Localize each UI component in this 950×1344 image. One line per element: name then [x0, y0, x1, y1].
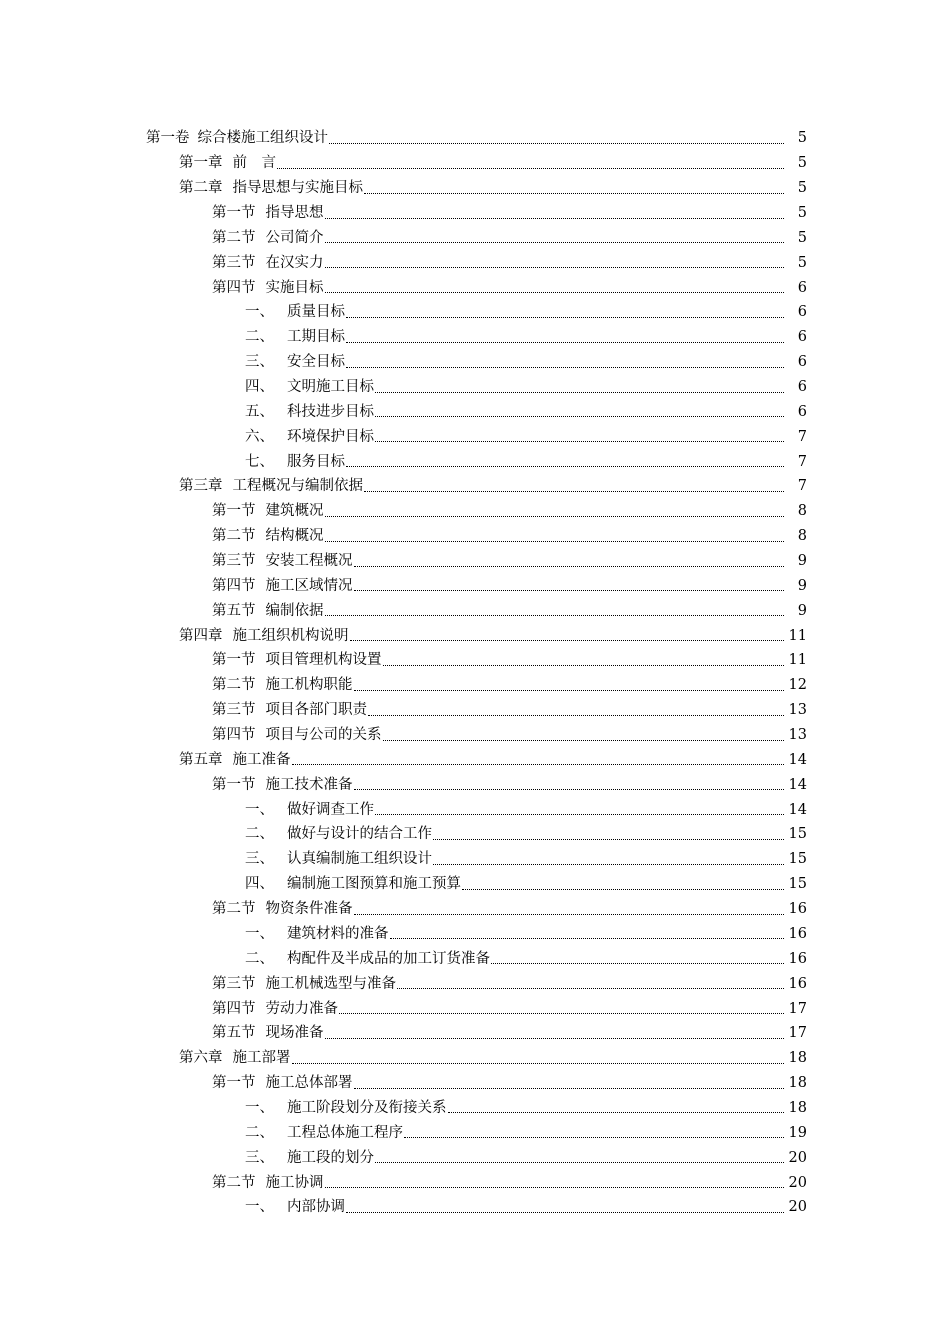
toc-dot-leader — [390, 938, 785, 939]
toc-entry-title: 认真编制施工组织设计 — [287, 851, 432, 868]
toc-entry[interactable] — [0, 499, 950, 524]
toc-entry-number: 二、 — [245, 950, 274, 967]
toc-page-number: 19 — [788, 1124, 807, 1141]
toc-entry-number: 一、 — [245, 925, 274, 942]
toc-entry-number: 一、 — [245, 1099, 274, 1116]
toc-dot-leader — [325, 242, 785, 243]
toc-page-number: 6 — [797, 279, 807, 296]
toc-entry[interactable] — [0, 1096, 950, 1121]
toc-dot-leader — [346, 342, 784, 343]
toc-dot-leader — [277, 168, 784, 169]
toc-entry-title: 项目各部门职责 — [265, 702, 367, 719]
toc-entry-number: 第四章 — [179, 627, 223, 644]
toc-entry-title: 现场准备 — [265, 1025, 324, 1042]
toc-page-number: 5 — [797, 205, 807, 221]
toc-entry-number: 三、 — [245, 851, 274, 868]
toc-entry[interactable] — [0, 971, 950, 996]
toc-dot-leader — [346, 367, 784, 368]
toc-entry[interactable] — [0, 1145, 950, 1170]
toc-dot-leader — [354, 914, 785, 915]
toc-dot-leader — [354, 590, 785, 591]
toc-entry[interactable] — [0, 772, 950, 797]
toc-page-number: 14 — [788, 776, 807, 793]
toc-page-number: 13 — [788, 727, 807, 744]
toc-page-number: 5 — [797, 130, 807, 147]
toc-entry[interactable] — [0, 250, 950, 275]
toc-page-number: 15 — [788, 876, 807, 893]
toc-page-number: 6 — [797, 304, 807, 321]
toc-page-number: 20 — [788, 1199, 807, 1216]
toc-entry-title: 编制施工图预算和施工预算 — [287, 876, 461, 893]
toc-entry-title: 工期目标 — [287, 329, 345, 346]
toc-page-number: 14 — [788, 751, 807, 768]
toc-dot-leader — [368, 715, 784, 716]
toc-entry-number: 第三节 — [212, 702, 256, 719]
toc-entry[interactable] — [0, 151, 950, 176]
toc-entry[interactable] — [0, 623, 950, 648]
toc-entry-title: 公司简介 — [265, 229, 324, 246]
toc-entry-number: 第五节 — [212, 1025, 256, 1042]
toc-entry-title: 施工准备 — [232, 751, 291, 768]
toc-page-number: 12 — [788, 677, 807, 694]
toc-dot-leader — [433, 864, 784, 865]
toc-page-number: 7 — [797, 428, 807, 445]
toc-dot-leader — [325, 615, 785, 616]
toc-entry-title: 做好调查工作 — [287, 801, 374, 818]
toc-dot-leader — [350, 640, 785, 641]
toc-dot-leader — [383, 740, 785, 741]
toc-entry-number: 第一卷 — [146, 130, 190, 147]
toc-entry-title: 文明施工目标 — [287, 379, 374, 396]
toc-dot-leader — [375, 441, 784, 442]
toc-page-number: 16 — [788, 901, 807, 918]
toc-dot-leader — [383, 665, 785, 666]
toc-page-number: 20 — [788, 1174, 807, 1191]
toc-entry[interactable] — [0, 897, 950, 922]
toc-entry[interactable] — [0, 872, 950, 897]
toc-entry-number: 第一节 — [212, 776, 256, 793]
toc-entry-title: 项目与公司的关系 — [265, 727, 382, 744]
toc-entry-number: 一、 — [245, 1199, 274, 1216]
toc-entry[interactable] — [0, 797, 950, 822]
toc-entry-number: 第五章 — [179, 751, 223, 768]
toc-entry-title: 项目管理机构设置 — [265, 652, 382, 669]
toc-entry-title: 施工组织机构说明 — [232, 627, 349, 644]
toc-page-number: 6 — [797, 403, 807, 420]
toc-entry-number: 第五节 — [212, 602, 256, 619]
toc-entry-number: 五、 — [245, 403, 274, 420]
toc-entry[interactable] — [0, 1071, 950, 1096]
toc-entry-number: 二、 — [245, 1124, 274, 1141]
toc-entry[interactable] — [0, 176, 950, 201]
toc-page-number: 17 — [788, 1000, 807, 1017]
toc-entry-title: 施工总体部署 — [265, 1075, 353, 1092]
toc-entry-title: 施工部署 — [232, 1050, 291, 1067]
toc-entry-title: 指导思想与实施目标 — [232, 180, 363, 197]
toc-page-number: 17 — [788, 1025, 807, 1042]
toc-entry-title: 建筑概况 — [265, 503, 324, 520]
toc-entry[interactable] — [0, 275, 950, 300]
toc-entry-number: 第四节 — [212, 577, 256, 594]
toc-entry[interactable] — [0, 375, 950, 400]
toc-page-number: 9 — [797, 553, 807, 570]
toc-entry[interactable] — [0, 1170, 950, 1195]
toc-entry-title: 施工技术准备 — [265, 776, 353, 793]
toc-page-number: 15 — [788, 826, 807, 843]
toc-dot-leader — [375, 814, 784, 815]
toc-page-number: 16 — [788, 950, 807, 967]
toc-entry[interactable] — [0, 822, 950, 847]
toc-entry-number: 三、 — [245, 354, 274, 371]
toc-entry[interactable] — [0, 201, 950, 226]
toc-entry[interactable] — [0, 1120, 950, 1145]
toc-dot-leader — [354, 690, 785, 691]
toc-page-number: 8 — [797, 528, 807, 545]
toc-entry-title: 物资条件准备 — [265, 901, 353, 918]
toc-entry-title: 工程概况与编制依据 — [232, 478, 363, 495]
toc-entry-title: 环境保护目标 — [287, 428, 374, 445]
toc-entry-number: 第一章 — [179, 155, 223, 172]
toc-page-number: 5 — [797, 254, 807, 271]
toc-dot-leader — [325, 267, 785, 268]
toc-page-number: 13 — [788, 702, 807, 719]
toc-entry[interactable] — [0, 350, 950, 375]
toc-entry-title: 综合楼施工组织设计 — [197, 130, 328, 147]
toc-entry-number: 第二节 — [212, 1174, 256, 1191]
toc-entry-number: 第三章 — [179, 478, 223, 495]
toc-dot-leader — [354, 1088, 785, 1089]
toc-dot-leader — [404, 1137, 784, 1138]
toc-entry-title: 在汉实力 — [265, 254, 324, 271]
toc-entry-title: 安装工程概况 — [265, 553, 353, 570]
toc-entry-title: 安全目标 — [287, 354, 345, 371]
toc-entry-title: 施工阶段划分及衔接关系 — [287, 1099, 447, 1116]
toc-page-number: 7 — [797, 453, 807, 470]
toc-entry-number: 二、 — [245, 329, 274, 346]
toc-entry-title: 施工机构职能 — [265, 677, 353, 694]
toc-dot-leader — [346, 1212, 784, 1213]
toc-dot-leader — [346, 466, 784, 467]
toc-page-number: 14 — [788, 801, 807, 818]
toc-entry-number: 七、 — [245, 453, 274, 470]
toc-entry-number: 第二节 — [212, 528, 256, 545]
toc-entry-title: 前 言 — [232, 155, 276, 172]
toc-entry-number: 第一节 — [212, 205, 256, 221]
toc-entry-number: 第四节 — [212, 279, 256, 296]
toc-dot-leader — [325, 516, 785, 517]
toc-entry-title: 编制依据 — [265, 602, 324, 619]
toc-dot-leader — [375, 1162, 784, 1163]
toc-entry-title: 科技进步目标 — [287, 403, 374, 420]
toc-entry-title: 施工机械选型与准备 — [265, 975, 396, 992]
toc-entry-title: 指导思想 — [265, 205, 324, 221]
toc-entry-number: 第三节 — [212, 553, 256, 570]
toc-entry[interactable] — [0, 698, 950, 723]
toc-entry-title: 施工区域情况 — [265, 577, 353, 594]
toc-page-number: 20 — [788, 1149, 807, 1166]
toc-entry-title: 质量目标 — [287, 304, 345, 321]
toc-page-number: 6 — [797, 329, 807, 346]
toc-entry[interactable] — [0, 648, 950, 673]
toc-dot-leader — [397, 988, 784, 989]
toc-entry-number: 第二节 — [212, 677, 256, 694]
toc-page-number: 18 — [788, 1075, 807, 1092]
toc-entry[interactable] — [0, 449, 950, 474]
toc-entry[interactable] — [0, 474, 950, 499]
toc-entry[interactable] — [0, 424, 950, 449]
toc-entry[interactable] — [0, 573, 950, 598]
toc-entry-title: 实施目标 — [265, 279, 324, 296]
toc-entry-number: 一、 — [245, 304, 274, 321]
toc-dot-leader — [375, 416, 784, 417]
toc-entry-number: 一、 — [245, 801, 274, 818]
toc-entry-title: 做好与设计的结合工作 — [287, 826, 432, 843]
toc-entry[interactable] — [0, 598, 950, 623]
toc-dot-leader — [354, 789, 785, 790]
toc-entry[interactable] — [0, 847, 950, 872]
toc-entry-title: 施工段的划分 — [287, 1149, 374, 1166]
toc-dot-leader — [292, 764, 785, 765]
toc-dot-leader — [375, 392, 784, 393]
toc-entry[interactable] — [0, 524, 950, 549]
toc-page-number: 6 — [797, 379, 807, 396]
toc-entry-number: 第一节 — [212, 1075, 256, 1092]
toc-dot-leader — [325, 292, 785, 293]
toc-dot-leader — [462, 889, 784, 890]
toc-entry-number: 三、 — [245, 1149, 274, 1166]
toc-dot-leader — [433, 839, 784, 840]
toc-page-number: 18 — [788, 1099, 807, 1116]
toc-dot-leader — [325, 541, 785, 542]
toc-page-number: 16 — [788, 975, 807, 992]
toc-entry-number: 第三节 — [212, 975, 256, 992]
toc-entry-number: 第二节 — [212, 229, 256, 246]
toc-dot-leader — [364, 193, 784, 194]
toc-entry[interactable] — [0, 126, 950, 151]
toc-entry-number: 四、 — [245, 876, 274, 893]
toc-page-number: 5 — [797, 229, 807, 246]
table-of-contents — [0, 126, 950, 1220]
toc-page-number: 7 — [797, 478, 807, 495]
toc-entry-title: 工程总体施工程序 — [287, 1124, 403, 1141]
toc-page-number: 5 — [797, 180, 807, 197]
toc-page-number: 18 — [788, 1050, 807, 1067]
toc-entry[interactable] — [0, 946, 950, 971]
toc-entry-number: 二、 — [245, 826, 274, 843]
toc-dot-leader — [292, 1063, 785, 1064]
toc-entry-number: 第二节 — [212, 901, 256, 918]
toc-entry[interactable] — [0, 399, 950, 424]
toc-page-number: 6 — [797, 354, 807, 371]
toc-dot-leader — [448, 1112, 785, 1113]
toc-entry-title: 施工协调 — [265, 1174, 324, 1191]
toc-entry-title: 服务目标 — [287, 453, 345, 470]
toc-entry[interactable] — [0, 747, 950, 772]
toc-page-number: 9 — [797, 577, 807, 594]
toc-entry-number: 第二章 — [179, 180, 223, 197]
toc-entry[interactable] — [0, 1195, 950, 1220]
toc-entry[interactable] — [0, 300, 950, 325]
toc-dot-leader — [364, 491, 784, 492]
toc-entry[interactable] — [0, 922, 950, 947]
toc-dot-leader — [325, 1038, 785, 1039]
toc-entry[interactable] — [0, 673, 950, 698]
toc-page-number: 5 — [797, 155, 807, 172]
toc-entry-number: 六、 — [245, 428, 274, 445]
toc-entry[interactable] — [0, 996, 950, 1021]
toc-dot-leader — [354, 566, 785, 567]
toc-entry-number: 四、 — [245, 379, 274, 396]
toc-page-number: 8 — [797, 503, 807, 520]
toc-entry-title: 劳动力准备 — [265, 1000, 338, 1017]
toc-dot-leader — [329, 143, 784, 144]
toc-entry-number: 第一节 — [212, 503, 256, 520]
toc-entry-title: 建筑材料的准备 — [287, 925, 389, 942]
toc-entry-number: 第六章 — [179, 1050, 223, 1067]
toc-entry[interactable] — [0, 325, 950, 350]
toc-entry[interactable] — [0, 549, 950, 574]
toc-page-number: 15 — [788, 851, 807, 868]
toc-entry-title: 内部协调 — [287, 1199, 345, 1216]
toc-page-number: 9 — [797, 602, 807, 619]
toc-entry-title: 结构概况 — [265, 528, 324, 545]
toc-entry[interactable] — [0, 723, 950, 748]
toc-entry-number: 第一节 — [212, 652, 256, 669]
toc-dot-leader — [339, 1013, 784, 1014]
toc-dot-leader — [325, 218, 785, 219]
toc-entry[interactable] — [0, 1046, 950, 1071]
toc-entry[interactable] — [0, 1021, 950, 1046]
toc-dot-leader — [346, 317, 784, 318]
toc-entry-number: 第四节 — [212, 727, 256, 744]
toc-page-number: 11 — [788, 627, 807, 644]
toc-entry[interactable] — [0, 225, 950, 250]
toc-page-number: 16 — [788, 925, 807, 942]
toc-dot-leader — [325, 1187, 785, 1188]
toc-dot-leader — [491, 963, 784, 964]
toc-entry-number: 第三节 — [212, 254, 256, 271]
toc-page-number: 11 — [788, 652, 807, 669]
toc-entry-number: 第四节 — [212, 1000, 256, 1017]
toc-entry-title: 构配件及半成品的加工订货准备 — [287, 950, 490, 967]
